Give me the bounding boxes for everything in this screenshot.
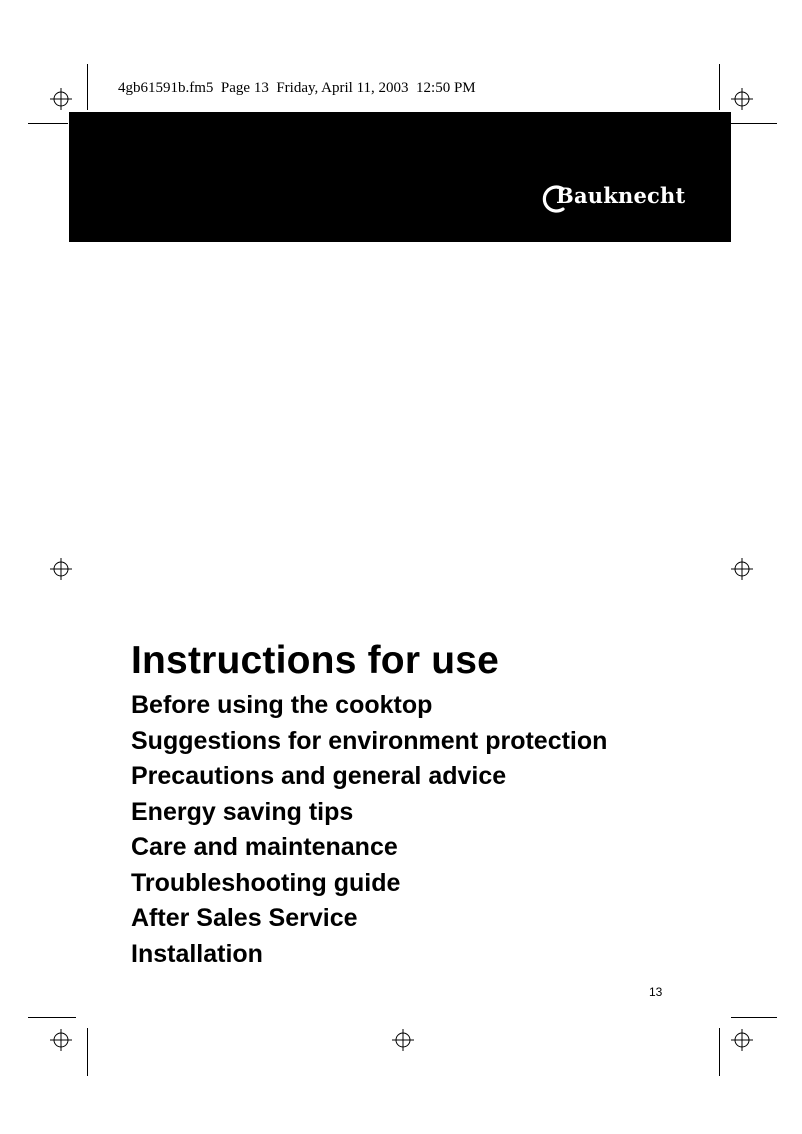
toc-item: Installation	[131, 939, 263, 968]
crop-mark-top-right-horizontal	[731, 123, 777, 124]
crop-mark-top-right-vertical	[719, 64, 720, 110]
registration-crosshair-icon	[50, 88, 72, 110]
cover-content	[131, 636, 731, 972]
toc-item: Before using the cooktop	[131, 691, 433, 719]
crop-mark-top-left-vertical	[87, 64, 88, 110]
crop-mark-bottom-left-vertical	[87, 1028, 88, 1076]
toc-item: Precautions and general advice	[131, 762, 507, 790]
print-slug: 4gb61591b.fm5 Page 13 Friday, April 11, 2003 12:50 PM	[118, 80, 476, 96]
brand-logo	[539, 182, 686, 216]
registration-crosshair-icon	[392, 1029, 414, 1051]
table-of-contents	[131, 688, 731, 972]
crop-mark-bottom-right-vertical	[719, 1028, 720, 1076]
registration-crosshair-icon	[731, 558, 753, 580]
crop-mark-top-left-horizontal	[28, 123, 68, 124]
registration-crosshair-icon	[731, 1029, 753, 1051]
toc-item: Suggestions for environment protection	[131, 726, 608, 755]
registration-crosshair-icon	[731, 88, 753, 110]
crop-mark-bottom-left-horizontal	[28, 1017, 76, 1018]
toc-item: Care and maintenance	[131, 833, 398, 861]
toc-item: After Sales Service	[131, 904, 358, 932]
registration-crosshair-icon	[50, 1029, 72, 1051]
brand-banner	[69, 112, 731, 242]
toc-item: Energy saving tips	[131, 797, 354, 826]
crop-mark-bottom-right-horizontal	[731, 1017, 777, 1018]
page-title: Instructions for use	[131, 639, 500, 682]
toc-item: Troubleshooting guide	[131, 868, 401, 897]
page-number: 13	[649, 985, 663, 999]
registration-crosshair-icon	[50, 558, 72, 580]
brand-name: Bauknecht	[556, 183, 686, 208]
